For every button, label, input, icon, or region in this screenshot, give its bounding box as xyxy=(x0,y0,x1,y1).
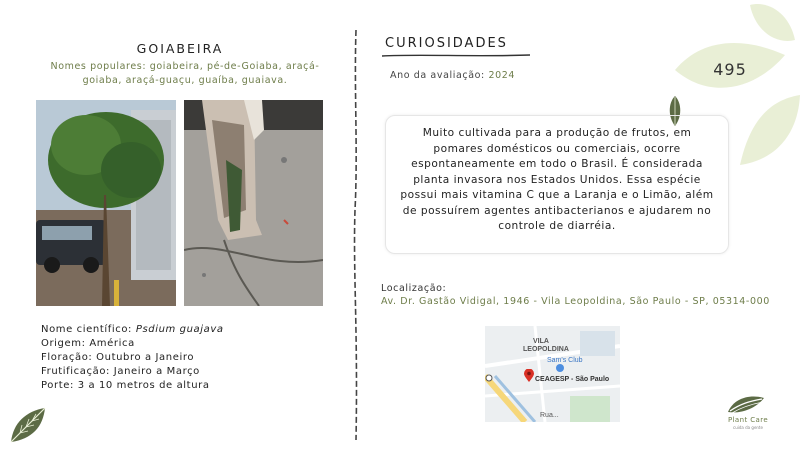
origin-row: Origem: América xyxy=(41,338,135,349)
map-district: VILA xyxy=(533,338,549,345)
evaluation-year xyxy=(390,70,515,81)
scientific-name-row xyxy=(41,323,224,337)
year-label: Ano da avaliação: xyxy=(390,70,489,81)
location-address: Av. Dr. Gastão Vidigal, 1946 - Vila Leopoldina, São Paulo - SP, 05314-000 xyxy=(381,296,770,307)
location-label: Localização: xyxy=(381,283,447,294)
scientific-name-label: Nome científico: xyxy=(41,324,136,335)
trunk-photo xyxy=(184,100,323,306)
size-row: Porte: 3 a 10 metros de altura xyxy=(41,380,210,391)
curiosities-title: CURIOSIDADES xyxy=(385,36,508,51)
plant-care-logo-icon xyxy=(726,392,766,416)
scientific-name-value: Psdium guajava xyxy=(135,324,224,335)
title-underline xyxy=(382,52,532,60)
logo-tagline: cuida da gente xyxy=(733,425,763,430)
page-number: 495 xyxy=(713,60,747,79)
year-value: 2024 xyxy=(488,70,516,81)
map-pin-icon[interactable] xyxy=(524,369,534,383)
location-map[interactable] xyxy=(485,326,620,422)
curiosities-text: Muito cultivada para a produção de frutos, em pomares domésticos ou comerciais, ocorre espontaneamente em todo o Brasil. É considerada planta invasora nos Estados Unidos. Essa espécie possui mais vitamina C que a Laranja e o Limão, além de possuírem agentes antibacterianos e ajudarem no controle de diarréia. xyxy=(400,127,714,232)
map-district2: LEOPOLDINA xyxy=(523,346,569,353)
leaf-icon xyxy=(8,405,48,445)
tree-photo xyxy=(36,100,176,306)
plant-name: GOIABEIRA xyxy=(136,41,224,56)
map-poi-ceagesp: CEAGESP - São Paulo xyxy=(535,376,610,383)
plant-details xyxy=(41,323,224,393)
fruiting-row: Frutificação: Janeiro a Março xyxy=(41,366,200,377)
popular-names: Nomes populares: goiabeira, pé-de-Goiaba, araçá-goiaba, araçá-guaçu, guaíba, guaiava. xyxy=(50,61,320,86)
center-divider xyxy=(350,30,362,440)
map-street: Rua... xyxy=(540,412,559,419)
logo-name: Plant Care xyxy=(727,416,769,424)
map-poi-samsclub: Sam's Club xyxy=(547,357,583,364)
flowering-row: Floração: Outubro a Janeiro xyxy=(41,352,195,363)
curiosities-card xyxy=(385,115,729,254)
